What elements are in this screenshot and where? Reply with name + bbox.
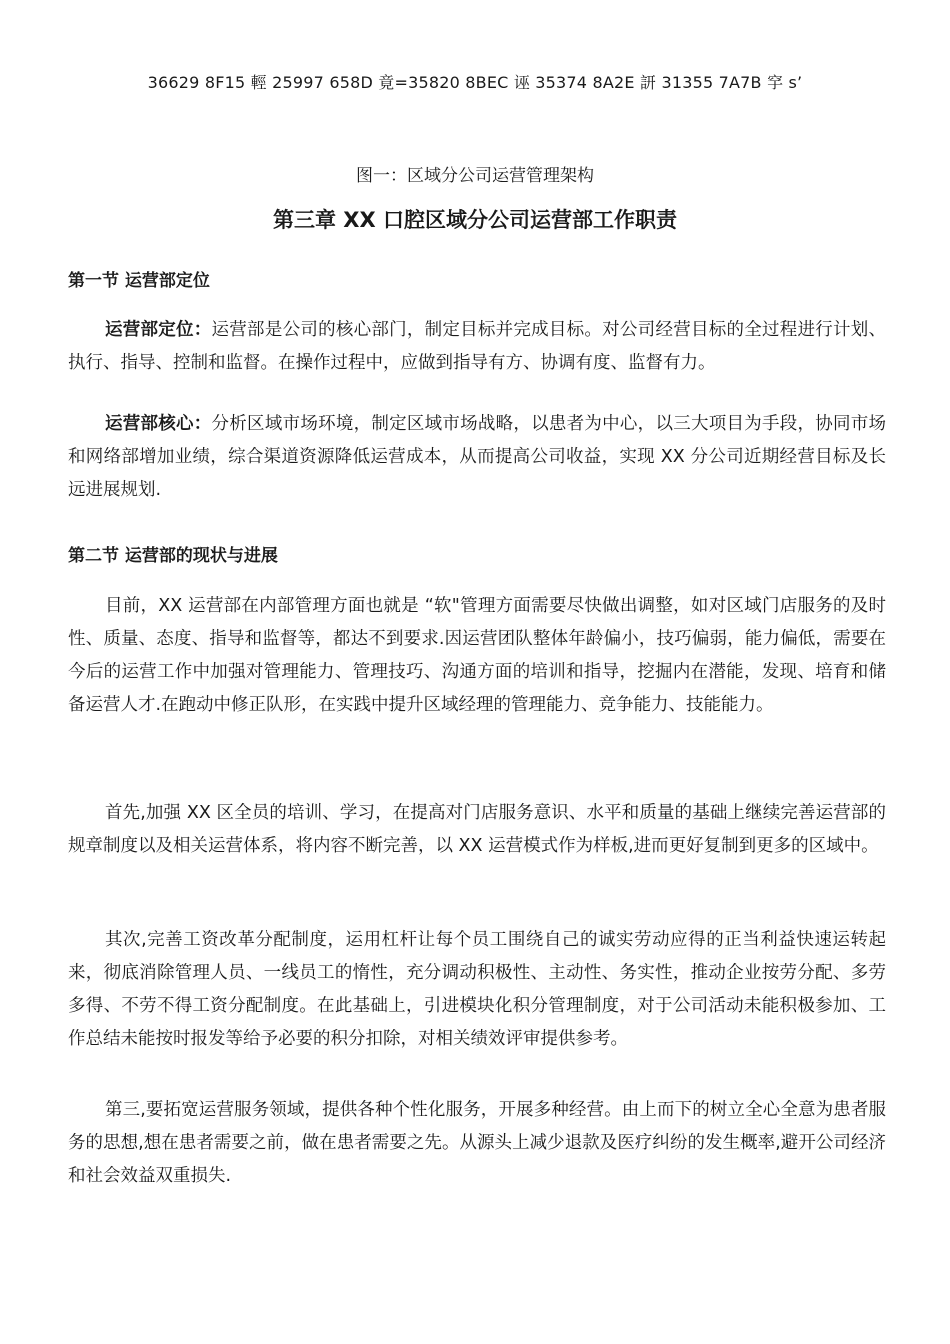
section-title-status: 第二节 运营部的现状与进展 [68,546,278,566]
paragraph-positioning [68,314,886,380]
paragraph-first: 首先,加强 XX 区全员的培训、学习，在提高对门店服务意识、水平和质量的基础上继续完善运营部的规章制度以及相关运营体系，将内容不断完善，以 XX 运营模式作为样板,进而更好复制到更多的区域中。 [68,803,886,856]
section-title-positioning: 第一节 运营部定位 [68,271,210,291]
paragraph-lead: 运营部核心： [105,414,212,434]
figure-caption: 图一：区域分公司运营管理架构 [356,166,594,186]
paragraph-body: 分析区域市场环境，制定区域市场战略，以患者为中心，以三大项目为手段，协同市场和网络部增加业绩，综合渠道资源降低运营成本，从而提高公司收益，实现 XX 分公司近期经营目标及长远进展规划. [68,414,887,500]
paragraph-third: 第三,要拓宽运营服务领域，提供各种个性化服务，开展多种经营。由上而下的树立全心全意为患者服务的思想,想在患者需要之前，做在患者需要之先。从源头上减少退款及医疗纠纷的发生概率,避开公司经济和社会效益双重损失. [68,1100,886,1186]
paragraph-body: 运营部是公司的核心部门，制定目标并完成目标。对公司经营目标的全过程进行计划、执行、指导、控制和监督。在操作过程中，应做到指导有方、协调有度、监督有力。 [68,320,887,373]
paragraph-current-status: 目前，XX 运营部在内部管理方面也就是 “软"管理方面需要尽快做出调整，如对区域门店服务的及时性、质量、态度、指导和监督等，都达不到要求.因运营团队整体年龄偏小，技巧偏弱，能力偏低，需要在今后的运营工作中加强对管理能力、管理技巧、沟通方面的培训和指导，挖掘内在潜能，发现、培育和储备运营人才.在跑动中修正队形，在实践中提升区域经理的管理能力、竞争能力、技能能力。 [68,596,886,715]
paragraph-second: 其次,完善工资改革分配制度，运用杠杆让每个员工围绕自己的诚实劳动应得的正当利益快速运转起来，彻底消除管理人员、一线员工的惰性，充分调动积极性、主动性、务实性，推动企业按劳分配、多劳多得、不劳不得工资分配制度。在此基础上，引进模块化积分管理制度，对于公司活动未能积极参加、工作总结未能按时报发等给予必要的积分扣除，对相关绩效评审提供参考。 [68,930,886,1049]
chapter-title: 第三章 XX 口腔区域分公司运营部工作职责 [272,208,677,232]
paragraph-lead: 运营部定位： [105,320,212,340]
paragraph-core [68,408,886,507]
garbled-header-line: 36629 8F15 輕 25997 658D 竟=35820 8BEC 诬 35374 8A2E 訮 31355 7A7B 穻 s’ [147,73,803,92]
